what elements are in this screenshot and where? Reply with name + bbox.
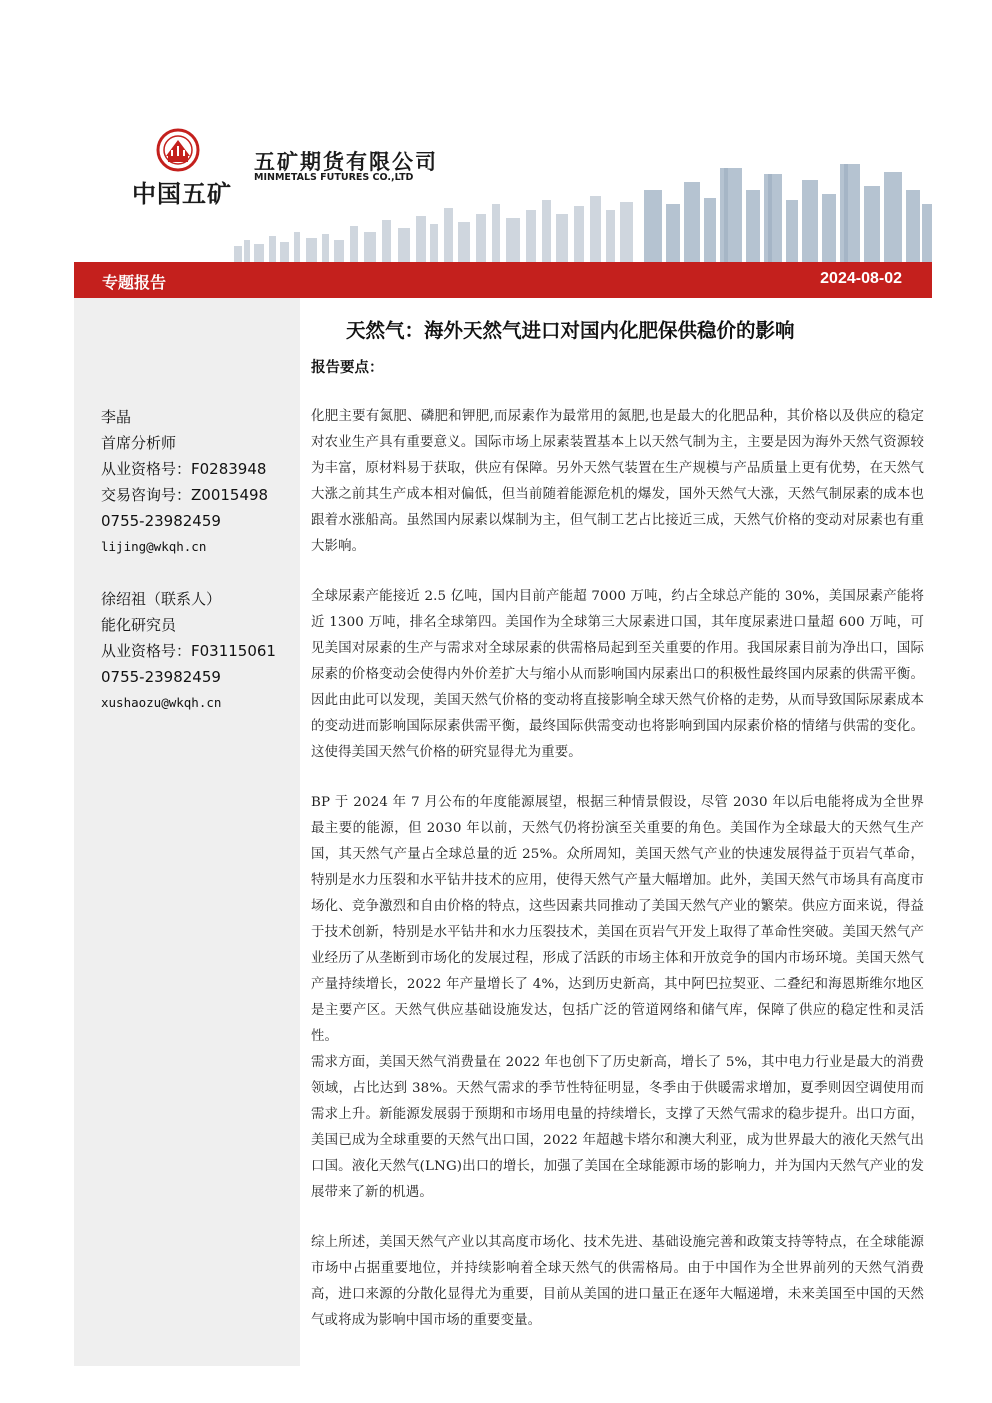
body-paragraph: 需求方面，美国天然气消费量在 2022 年也创下了历史新高，增长了 5%，其中电力行业是最大的消费领域，占比达到 38%。天然气需求的季节性特征明显，冬季由于供暖需求增加，夏季则因空调使用而需求上升。新能源发展弱于预期和市场用电量的持续增长，支撑了天然气需求的稳步提升。出口方面，美国已成为全球重要的天然气出口国，2022 年超越卡塔尔和澳大利亚，成为世界最大的液化天然气出口国。液化天然气(LNG)出口的增长，加强了美国在全球能源市场的影响力，并为国内天然气产业的发展带来了新的机遇。 xyxy=(311,1055,924,1200)
body-paragraph: 综上所述，美国天然气产业以其高度市场化、技术先进、基础设施完善和政策支持等特点，在全球能源市场中占据重要地位，并持续影响着全球天然气的供需格局。由于中国作为全世界前列的天然气消费高，进口来源的分散化显得尤为重要，目前从美国的进口量正在逐年大幅递增，未来美国至中国的天然气或将成为影响中国市场的重要变量。 xyxy=(311,1235,924,1328)
logo-wordmark: 中国五矿 xyxy=(132,180,232,208)
analyst-phone: 0755-23982459 xyxy=(101,668,221,686)
report-date: 2024-08-02 xyxy=(820,270,902,287)
company-name-cn: 五矿期货有限公司 xyxy=(254,150,438,174)
report-type-label: 专题报告 xyxy=(102,273,167,292)
analyst-title: 首席分析师 xyxy=(101,434,177,452)
analyst-sidebar xyxy=(74,298,300,1366)
report-type-banner xyxy=(74,262,932,298)
body-paragraph: 全球尿素产能接近 2.5 亿吨，国内目前产能超 7000 万吨，约占全球总产能的 30%，美国尿素产能将近 1300 万吨，排名全球第四。美国作为全球第三大尿素进口国，其年度尿素进口量超 600 万吨，可见美国对尿素的生产与需求对全球尿素的供需格局起到至关重要的作用。我国尿素目前为净出口，国际尿素的价格变动会使得内外价差扩大与缩小从而影响国内尿素出口的积极性最终国内尿素的供需平衡。因此由此可以发现，美国天然气价格的变动将直接影响全球天然气价格的走势，从而导致国际尿素成本的变动进而影响国际尿素供需平衡，最终国际供需变动也将影响到国内尿素价格的情绪与供需的变化。这使得美国天然气价格的研究显得尤为重要。 xyxy=(311,589,924,760)
analyst-email: lijing@wkqh.cn xyxy=(101,539,207,554)
body-paragraph: 化肥主要有氮肥、磷肥和钾肥,而尿素作为最常用的氮肥,也是最大的化肥品种，其价格以及供应的稳定对农业生产具有重要意义。国际市场上尿素装置基本上以天然气制为主，主要是因为海外天然气资源较为丰富，原材料易于获取，供应有保障。另外天然气装置在生产规模与产品质量上更有优势，在天然气大涨之前其生产成本相对偏低，但当前随着能源危机的爆发，国外天然气大涨，天然气制尿素的成本也跟着水涨船高。虽然国内尿素以煤制为主，但气制工艺占比接近三成，天然气价格的变动对尿素也有重大影响。 xyxy=(311,409,924,554)
analyst-consult-license: 交易咨询号：Z0015498 xyxy=(101,486,269,504)
report-header xyxy=(74,120,932,262)
analyst-title: 能化研究员 xyxy=(101,616,177,634)
analyst-phone: 0755-23982459 xyxy=(101,512,221,530)
company-name-en: MINMETALS FUTURES CO.,LTD xyxy=(254,172,414,183)
analyst-card xyxy=(101,586,276,716)
analyst-card xyxy=(101,404,268,560)
analyst-license: 从业资格号：F0283948 xyxy=(101,460,267,478)
analyst-license: 从业资格号：F03115061 xyxy=(101,642,276,660)
analyst-name: 李晶 xyxy=(101,408,132,426)
report-title: 天然气：海外天然气进口对国内化肥保供稳价的影响 xyxy=(346,319,795,342)
key-points-heading: 报告要点： xyxy=(311,360,384,376)
analyst-name: 徐绍祖（联系人） xyxy=(101,590,222,608)
minmetals-logo-icon xyxy=(156,128,200,172)
analyst-email: xushaozu@wkqh.cn xyxy=(101,695,222,710)
report-body xyxy=(311,404,924,1334)
body-paragraph: BP 于 2024 年 7 月公布的年度能源展望，根据三种情景假设，尽管 2030 年以后电能将成为全世界最主要的能源，但 2030 年以前，天然气仍将扮演至关重要的角色。美国作为全球最大的天然气生产国，其天然气产量占全球总量的近 25%。众所周知，美国天然气产业的快速发展得益于页岩气革命，特别是水力压裂和水平钻井技术的应用，使得天然气产量大幅增加。此外，美国天然气市场具有高度市场化、竞争激烈和自由价格的特点，这些因素共同推动了美国天然气产业的繁荣。供应方面来说，得益于技术创新，特别是水平钻井和水力压裂技术，美国在页岩气开发上取得了革命性突破。美国天然气产业经历了从垄断到市场化的发展过程，形成了活跃的市场主体和开放竞争的国内市场环境。美国天然气产量持续增长，2022 年产量增长了 4%，达到历史新高，其中阿巴拉契亚、二叠纪和海恩斯维尔地区是主要产区。天然气供应基础设施发达，包括广泛的管道网络和储气库，保障了供应的稳定性和灵活性。 xyxy=(311,795,924,1044)
